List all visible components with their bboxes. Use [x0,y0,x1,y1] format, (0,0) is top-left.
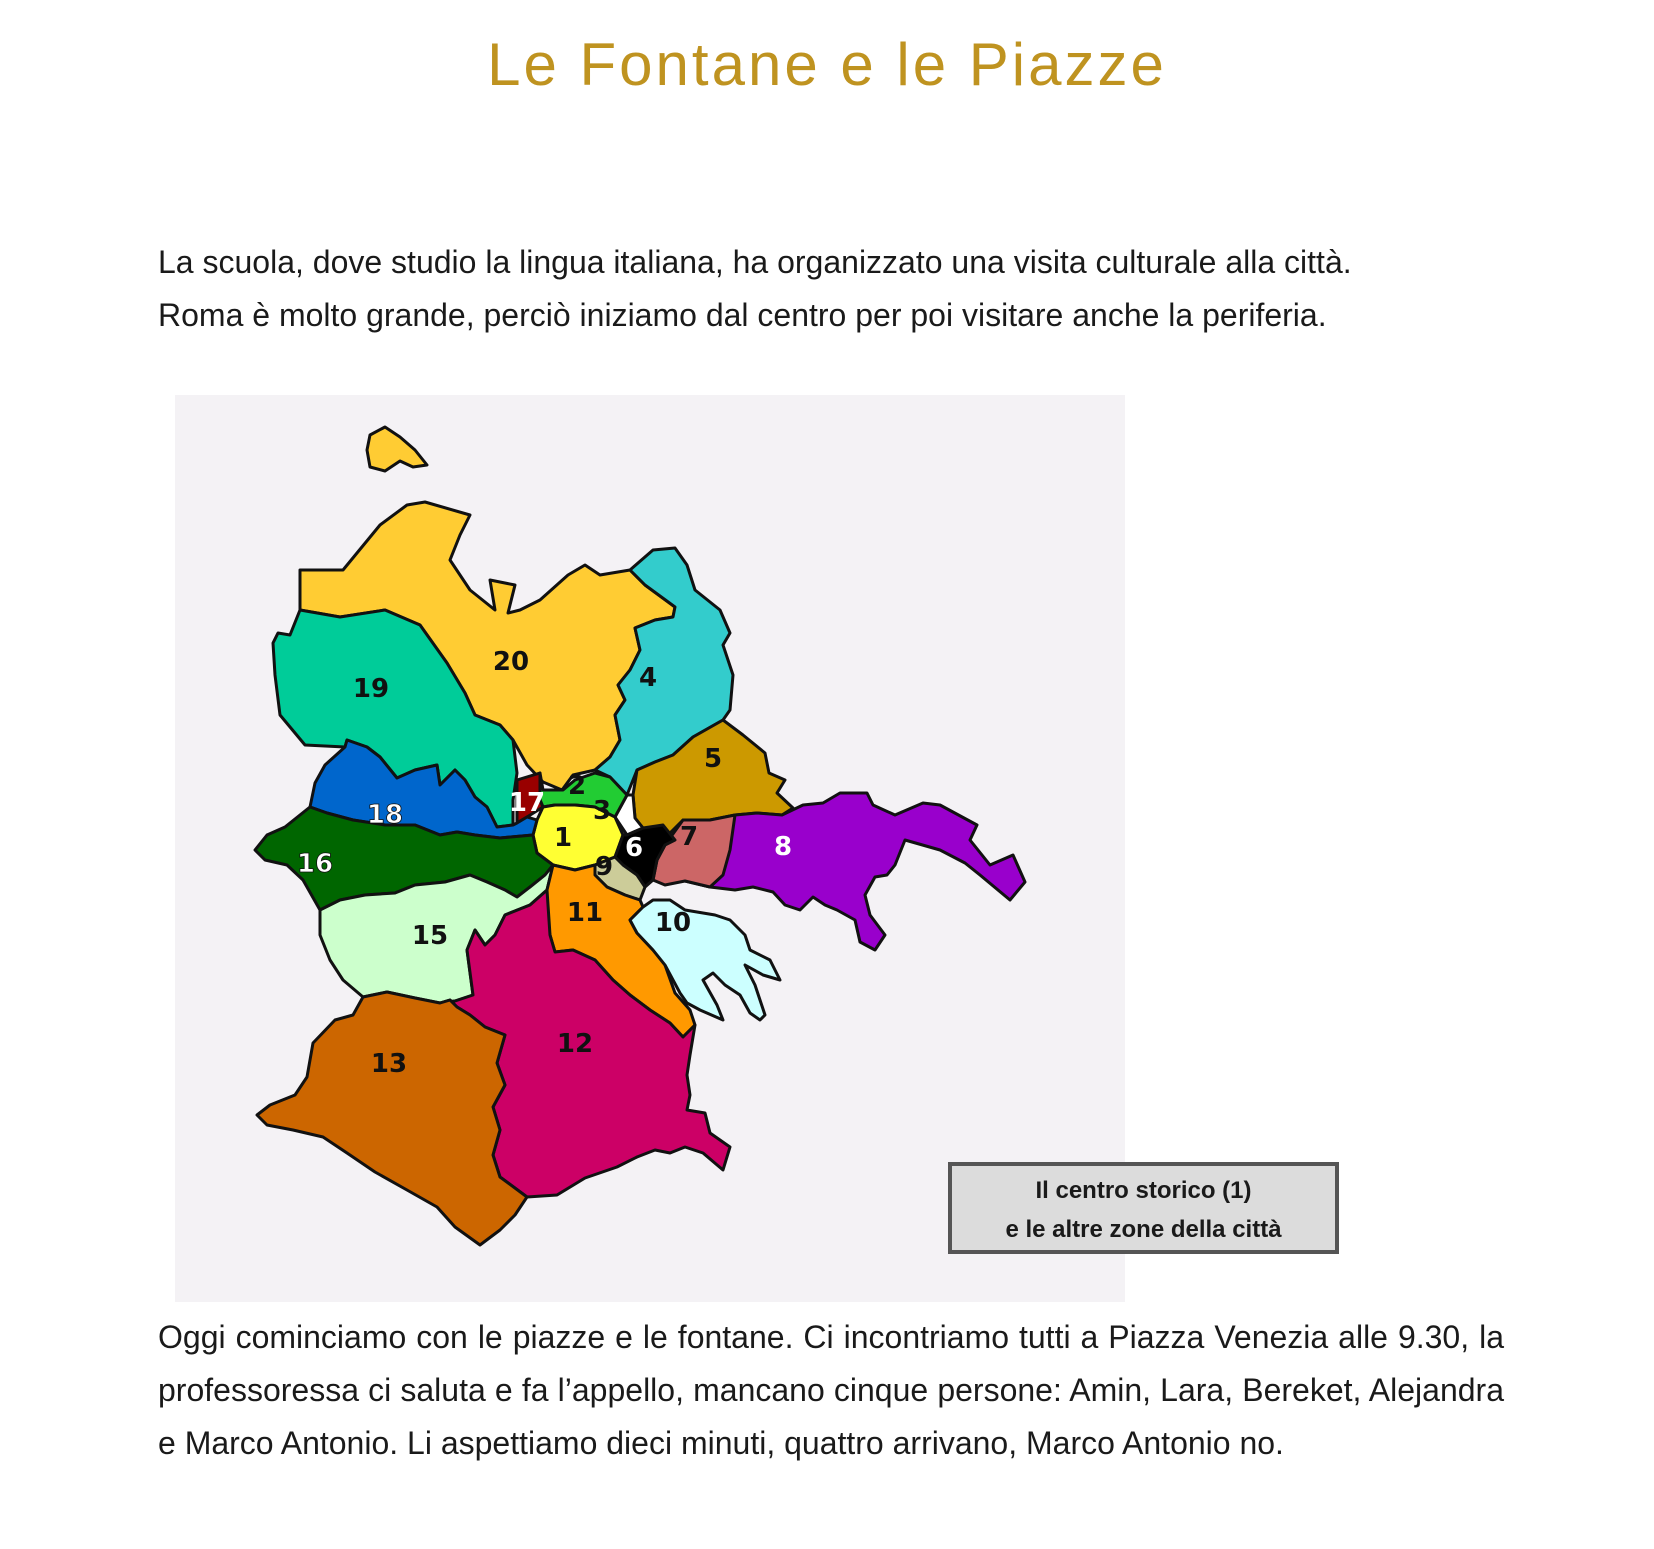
zone-label-15: 15 [411,921,449,951]
page-title: Le Fontane e le Piazze [487,31,1167,98]
zone-label-7: 7 [679,822,699,852]
zone-label-9: 9 [594,852,614,882]
map-caption-line-2: e le altre zone della città [1005,1216,1282,1243]
zone-label-16: 16 [296,849,334,879]
zone-label-12: 12 [556,1029,594,1059]
intro-line-1: La scuola, dove studio la lingua italiana, ha organizzato una visita culturale alla città. [158,244,1352,280]
zone-label-8: 8 [773,832,793,862]
zone-label-20: 20 [492,647,530,677]
zone-label-6: 6 [624,833,644,863]
zone-label-10: 10 [654,908,692,938]
map-caption-box [948,1162,1339,1254]
intro-line-2: Roma è molto grande, perciò iniziamo dal centro per poi visitare anche la periferia. [158,297,1327,333]
zone-label-13: 13 [370,1049,408,1079]
zone-label-1: 1 [553,823,573,853]
zone-label-2: 2 [567,771,587,801]
zone-label-3: 3 [592,796,612,826]
zone-label-5: 5 [703,744,723,774]
zone-label-17: 17 [508,788,546,818]
map-caption-line-1: Il centro storico (1) [1035,1177,1252,1204]
zone-label-19: 19 [352,674,390,704]
zone-label-4: 4 [638,663,658,693]
zone-label-18: 18 [366,800,404,830]
body-paragraph: Oggi cominciamo con le piazze e le fontane. Ci incontriamo tutti a Piazza Venezia alle 9.30, la professoressa ci saluta e fa l’appello, mancano cinque persone: Amin, Lara, Bereket, Alejandra e Marco Antonio. Li aspettiamo dieci minuti, quattro arrivano, Marco Antonio no. [158,1319,1504,1461]
zone-label-11: 11 [566,898,604,928]
intro-paragraph [158,236,1504,342]
